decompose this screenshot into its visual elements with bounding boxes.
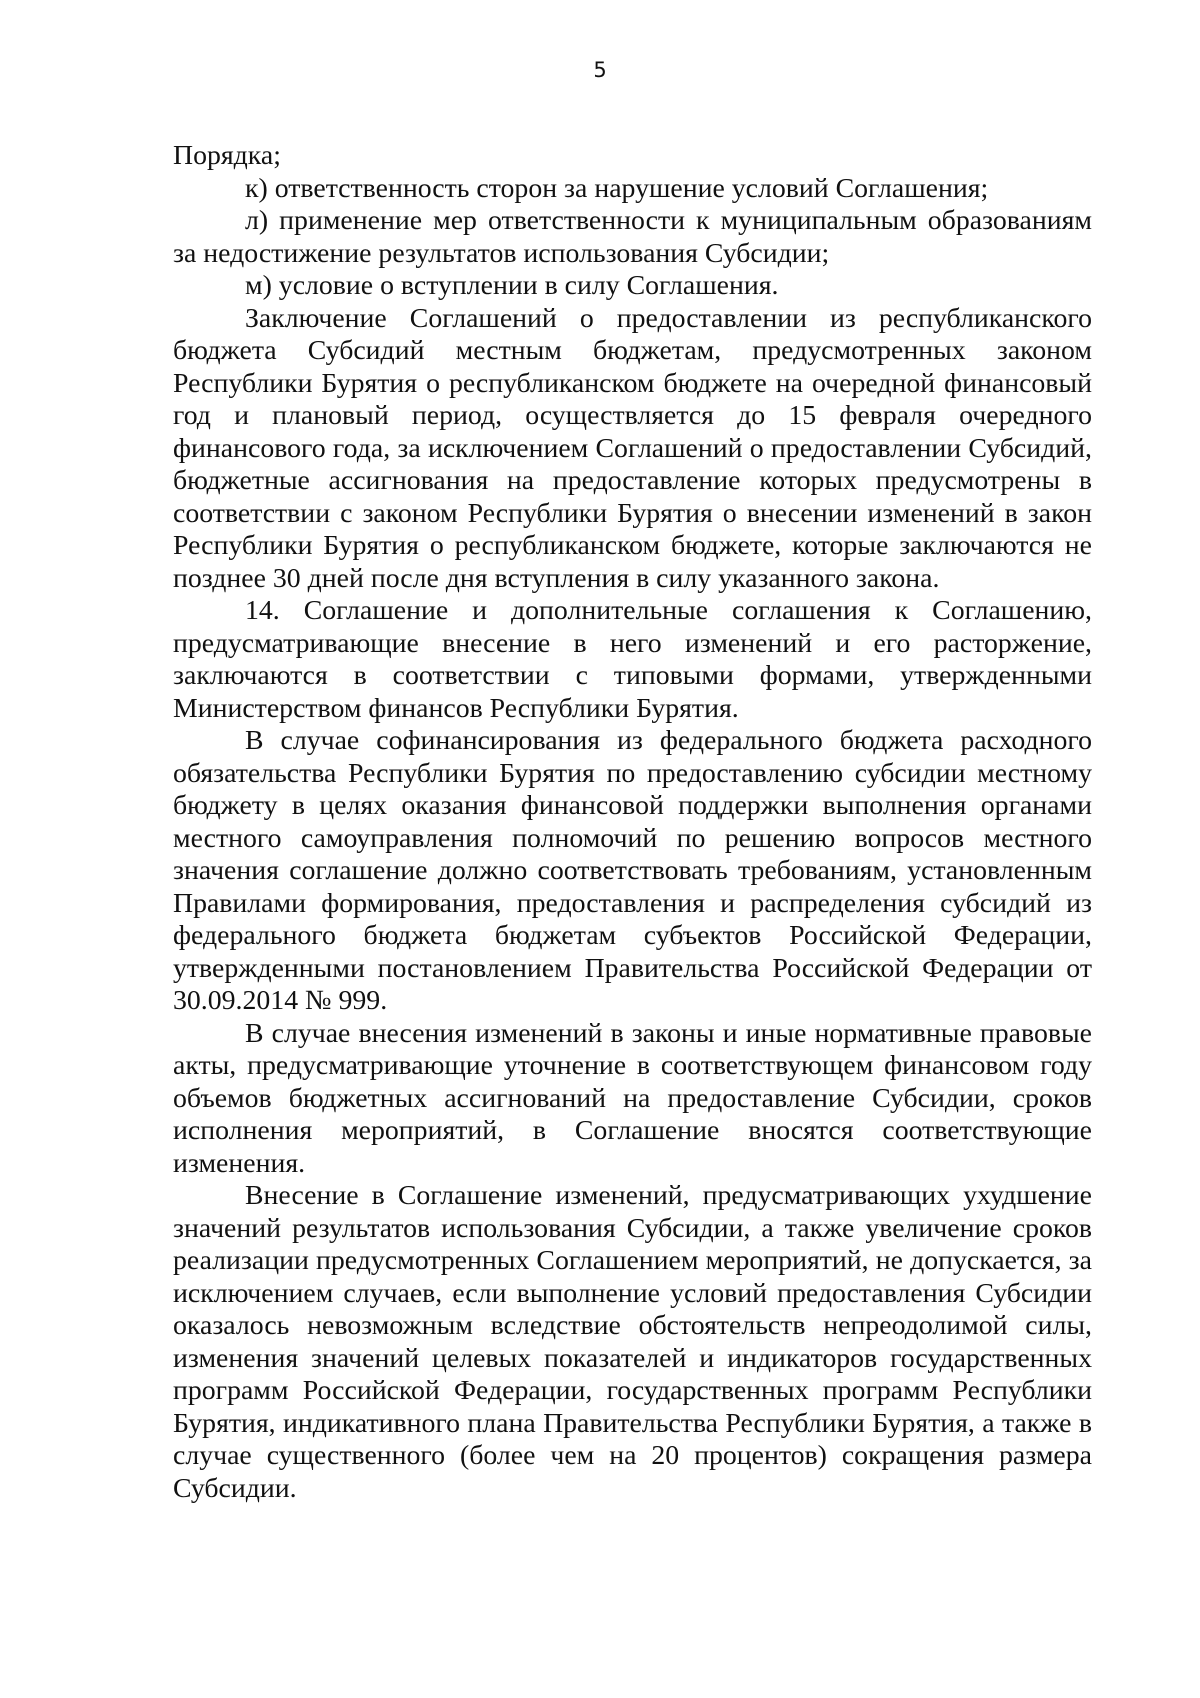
paragraph-clause-14: 14. Соглашение и дополнительные соглашения к Соглашению, предусматривающие внесение в него изменений и его расторжение, заключаются в соответствии с типовыми формами, утвержденными Министерством финансов Республики Бурятия.	[173, 595, 1092, 724]
paragraph-item-k: к) ответственность сторон за нарушение условий Соглашения;	[245, 172, 989, 204]
paragraph-continuation: Порядка;	[173, 140, 281, 171]
paragraph-cofinancing: В случае софинансирования из федерального бюджета расходного обязательства Республики Бурятия по предоставлению субсидии местному бюджету в целях оказания финансовой поддержки выполнения органами местного самоуправления полномочий по решению вопросов местного значения соглашение должно соответствовать требованиям, установленным Правилами формирования, предоставления и распределения субсидий из федерального бюджета бюджетам субъектов Российской Федерации, утвержденными постановлением Правительства Российской Федерации от 30.09.2014 № 999.	[173, 725, 1092, 1016]
paragraph-amendments: Внесение в Соглашение изменений, предусматривающих ухудшение значений результатов использования Субсидии, а также увеличение сроков реализации предусмотренных Соглашением мероприятий, не допускается, за исключением случаев, если выполнение условий предоставления Субсидии оказалось невозможным вследствие обстоятельств непреодолимой силы, изменения значений целевых показателей и индикаторов государственных программ Российской Федерации, государственных программ Республики Бурятия, индикативного плана Правительства Республики Бурятия, а также в случае существенного (более чем на 20 процентов) сокращения размера Субсидии.	[173, 1180, 1092, 1504]
paragraph-item-l: л) применение мер ответственности к муниципальным образованиям за недостижение результатов использования Субсидии;	[173, 205, 1092, 269]
paragraph-item-m: м) условие о вступлении в силу Соглашения.	[245, 270, 779, 301]
page-number: 5	[593, 58, 607, 82]
document-body	[173, 140, 1092, 1505]
paragraph-agreements-deadline: Заключение Соглашений о предоставлении из республиканского бюджета Субсидий местным бюджетам, предусмотренных законом Республики Бурятия о республиканском бюджете на очередной финансовый год и плановый период, осуществляется до 15 февраля очередного финансового года, за исключением Соглашений о предоставлении Субсидий, бюджетные ассигнования на предоставление которых предусмотрены в соответствии с законом Республики Бурятия о внесении изменений в закон Республики Бурятия о республиканском бюджете, которые заключаются не позднее 30 дней после дня вступления в силу указанного закона.	[173, 302, 1092, 594]
paragraph-law-changes: В случае внесения изменений в законы и иные нормативные правовые акты, предусматривающие уточнение в соответствующем финансовом году объемов бюджетных ассигнований на предоставление Субсидии, сроков исполнения мероприятий, в Соглашение вносятся соответствующие изменения.	[173, 1017, 1092, 1179]
